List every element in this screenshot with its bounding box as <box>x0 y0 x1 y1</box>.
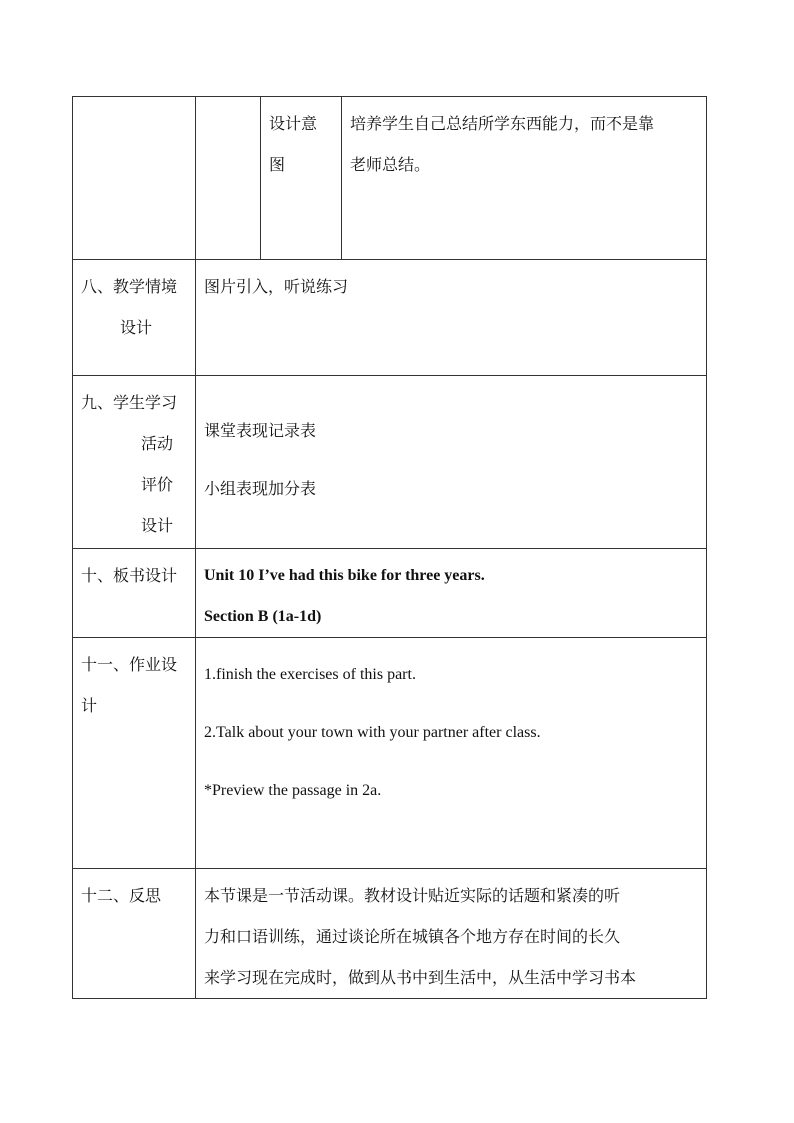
classroom-record-item: 课堂表现记录表 <box>204 421 317 440</box>
lesson-plan-table <box>72 96 707 999</box>
reflection-line-2: 力和口语训练，通过谈论所在城镇各个地方存在时间的长久 <box>204 927 621 946</box>
homework-item-2: 2.Talk about your town with your partner after class. <box>204 724 541 741</box>
student-activity-content <box>196 376 707 549</box>
student-activity-label-line3: 评价 <box>141 475 174 494</box>
design-intent-text-line1: 培养学生自己总结所学东西能力，而不是靠 <box>350 114 655 133</box>
teaching-situation-row <box>73 260 707 376</box>
homework-item-3: *Preview the passage in 2a. <box>204 782 382 799</box>
reflection-row <box>73 869 707 999</box>
homework-label-line2: 计 <box>81 696 98 715</box>
homework-item-1: 1.finish the exercises of this part. <box>204 666 416 683</box>
empty-cell <box>196 97 261 260</box>
student-activity-label-line1: 九、学生学习 <box>81 393 178 412</box>
teaching-situation-label-line2: 设计 <box>119 318 152 337</box>
design-intent-row <box>73 97 707 260</box>
student-activity-label-line2: 活动 <box>141 434 174 453</box>
homework-label <box>73 638 196 869</box>
section-title: Section B (1a-1d) <box>204 608 322 625</box>
empty-cell <box>73 97 196 260</box>
homework-content <box>196 638 707 869</box>
teaching-situation-label-line1: 八、教学情境 <box>81 277 178 296</box>
design-intent-label-line1: 设计意 <box>269 114 318 133</box>
reflection-content <box>196 869 707 999</box>
unit-title: Unit 10 I’ve had this bike for three years. <box>204 567 485 584</box>
design-intent-text-line2: 老师总结。 <box>350 155 431 174</box>
reflection-label <box>73 869 196 999</box>
design-intent-label <box>261 97 342 260</box>
homework-row <box>73 638 707 869</box>
reflection-line-1: 本节课是一节活动课。教材设计贴近实际的话题和紧凑的听 <box>204 886 621 905</box>
blackboard-design-label <box>73 549 196 638</box>
design-intent-content <box>342 97 707 260</box>
student-activity-label-line4: 设计 <box>141 516 174 535</box>
blackboard-design-content <box>196 549 707 638</box>
teaching-situation-content <box>196 260 707 376</box>
teaching-situation-text: 图片引入，听说练习 <box>204 277 349 296</box>
homework-label-line1: 十一、作业设 <box>81 655 178 674</box>
teaching-situation-label <box>73 260 196 376</box>
reflection-label-text: 十二、反思 <box>81 886 162 905</box>
group-score-item: 小组表现加分表 <box>204 479 317 498</box>
blackboard-design-label-text: 十、板书设计 <box>81 566 178 585</box>
reflection-line-3: 来学习现在完成时，做到从书中到生活中，从生活中学习书本 <box>204 968 637 987</box>
blackboard-design-row <box>73 549 707 638</box>
student-activity-row <box>73 376 707 549</box>
design-intent-label-line2: 图 <box>269 155 286 174</box>
student-activity-label <box>73 376 196 549</box>
